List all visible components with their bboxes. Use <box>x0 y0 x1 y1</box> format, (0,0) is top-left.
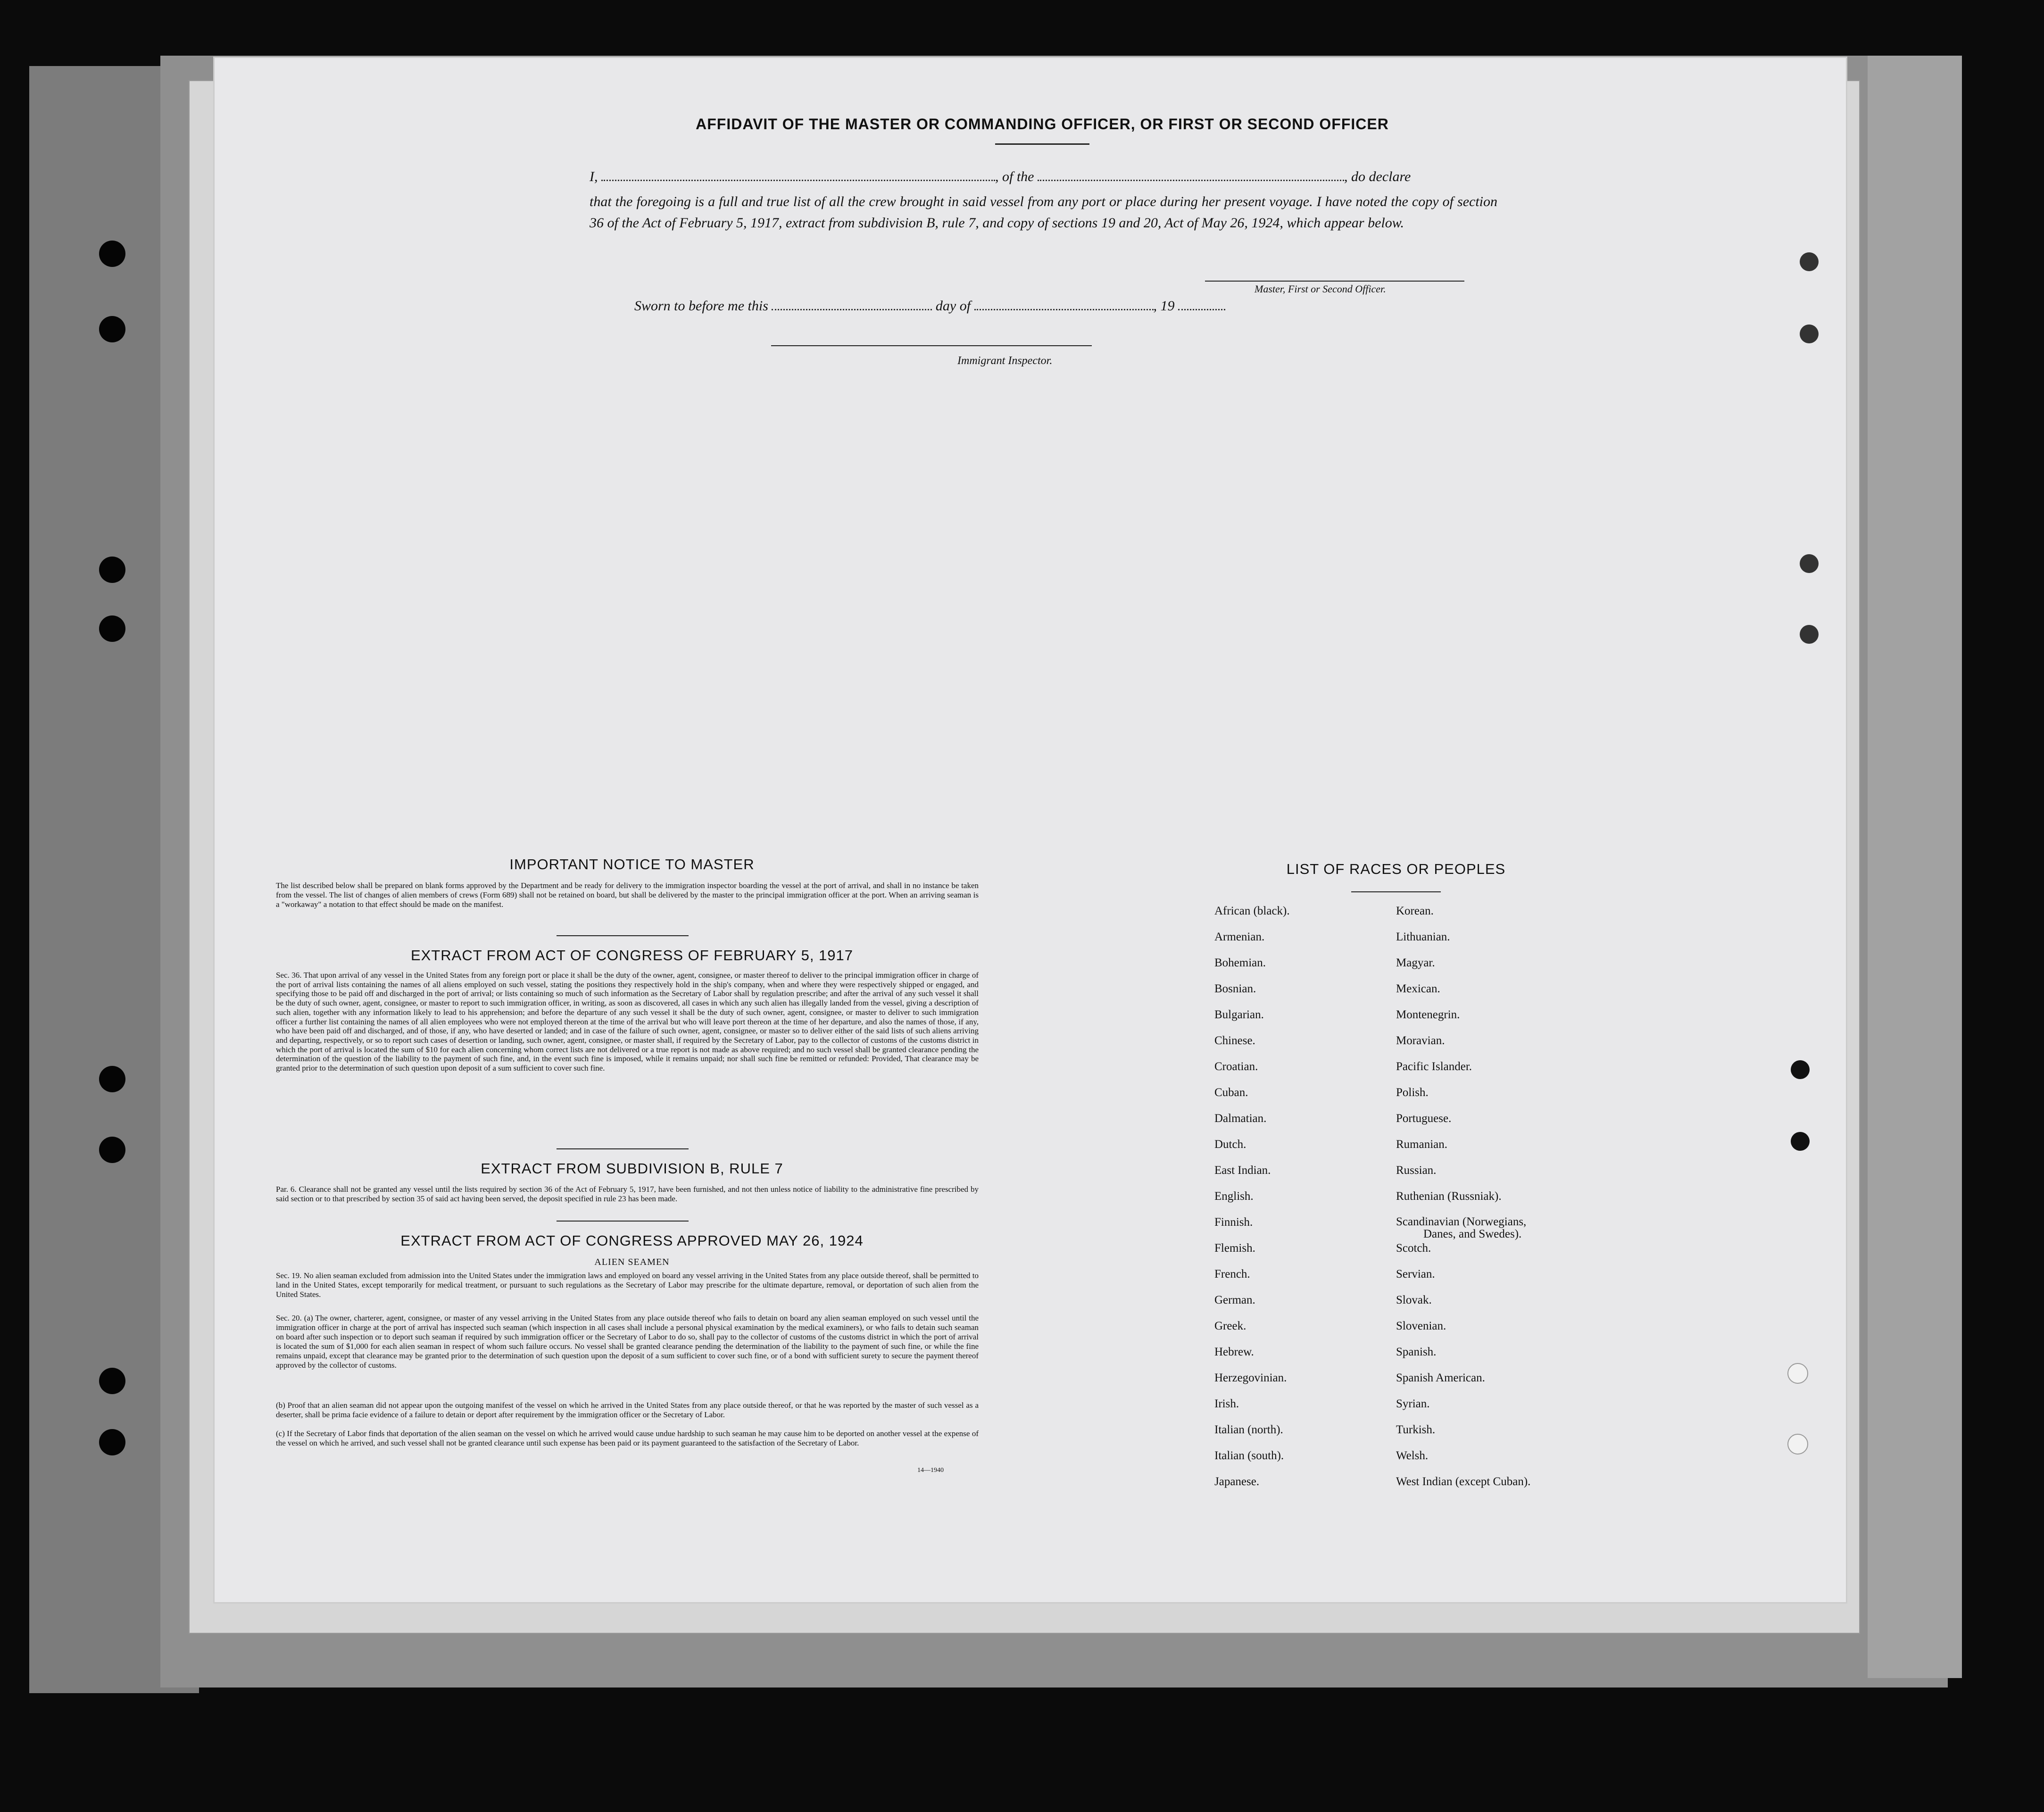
binder-hole <box>99 1137 125 1163</box>
extract-1924-subtitle: ALIEN SEAMEN <box>594 1257 670 1267</box>
race-item: Croatian. <box>1214 1060 1258 1073</box>
race-item: Russian. <box>1396 1164 1437 1177</box>
race-item: Bulgarian. <box>1214 1008 1264 1021</box>
race-item: Mexican. <box>1396 982 1440 995</box>
race-item: Lithuanian. <box>1396 931 1450 943</box>
inspector-label: Immigrant Inspector. <box>957 355 1053 367</box>
form-number: 14—1940 <box>917 1467 944 1474</box>
punch-hole <box>1791 1060 1810 1079</box>
race-item: French. <box>1214 1268 1250 1280</box>
binder-hole <box>99 1368 125 1394</box>
race-item <box>1396 1216 1622 1242</box>
race-item: West Indian (except Cuban). <box>1396 1475 1531 1488</box>
sworn-month-blank <box>974 309 1154 310</box>
race-item: Moravian. <box>1396 1034 1445 1047</box>
race-item: Pacific Islander. <box>1396 1060 1472 1073</box>
race-item: Welsh. <box>1396 1449 1429 1462</box>
race-item: Syrian. <box>1396 1397 1430 1410</box>
rule7-title: EXTRACT FROM SUBDIVISION B, RULE 7 <box>481 1160 783 1177</box>
notice-body: The list described below shall be prepared on blank forms approved by the Department and be ready for delivery to the immigration inspector boarding the vessel at the port of arrival, and shall in no instance be taken from the vessel. The list of changes of alien members of crews (Form 689) shall not be retained on board, but shall be delivered by the master to the principal immigration officer at the port. When an arriving seaman is a "workaway" a notation to that effect should be made on the manifest. <box>276 881 979 909</box>
race-item: Irish. <box>1214 1397 1239 1410</box>
race-item: Montenegrin. <box>1396 1008 1460 1021</box>
binder-hole <box>99 615 125 642</box>
race-item: African (black). <box>1214 905 1290 917</box>
affidavit-title: AFFIDAVIT OF THE MASTER OR COMMANDING OFFICER, OR FIRST OR SECOND OFFICER <box>696 116 1389 133</box>
race-item: Bohemian. <box>1214 956 1266 969</box>
race-item: Spanish American. <box>1396 1371 1485 1384</box>
binder-hole <box>99 241 125 267</box>
race-item: Ruthenian (Russniak). <box>1396 1190 1502 1203</box>
race-item: Dutch. <box>1214 1138 1246 1151</box>
races-left-column <box>1214 905 1394 1501</box>
race-item: Slovak. <box>1396 1294 1432 1306</box>
race-item: Italian (south). <box>1214 1449 1284 1462</box>
race-item: Armenian. <box>1214 931 1265 943</box>
race-item: Turkish. <box>1396 1423 1436 1436</box>
race-item-continuation: Danes, and Swedes). <box>1423 1228 1522 1240</box>
race-item-line: Scandinavian (Norwegians, <box>1396 1215 1527 1228</box>
races-right-column <box>1396 905 1622 1501</box>
master-signature-label: Master, First or Second Officer. <box>1255 283 1386 295</box>
affidavit-body: that the foregoing is a full and true list of all the crew brought in said vessel from any port or place during her present voyage. I have noted the copy of section 36 of the Act of February 5, 1917, extract from subdivision B, rule 7, and copy of sections 19 and 20, Act of May 26, 1924, which appear below. <box>590 194 1497 231</box>
year-label: , 19 <box>1153 298 1175 314</box>
race-item: German. <box>1214 1294 1255 1306</box>
punch-hole <box>1800 554 1819 573</box>
master-signature-line <box>1205 281 1464 282</box>
race-item: Portuguese. <box>1396 1112 1452 1125</box>
race-item: Korean. <box>1396 905 1434 917</box>
extract-1924-section-20b: (b) Proof that an alien seaman did not appear upon the outgoing manifest of the vessel on which he arrived in the United States from any place outside thereof, or that he was reported by the master of such vessel as a deserter, shall be prima facie evidence of a failure to detain or deport after requirement by the immigration officer or the Secretary of Labor. <box>276 1401 979 1419</box>
of-the-label: , of the <box>995 169 1034 184</box>
race-item: Bosnian. <box>1214 982 1256 995</box>
title-divider <box>995 143 1089 145</box>
divider <box>557 1148 689 1149</box>
race-item: Rumanian. <box>1396 1138 1448 1151</box>
vessel-blank <box>1038 180 1344 181</box>
extract-1917-body: Sec. 36. That upon arrival of any vessel in the United States from any foreign port or place it shall be the duty of the owner, agent, consignee, or master thereof to deliver to the principal immigration officer in charge of the port of arrival lists containing the names of all aliens employed on such vessel, stating the positions they respectively hold in the ship's company, when and where they were respectively shipped or engaged, and specifying those to be paid off and discharged in the port of arrival; or lists containing so much of such information as the Secretary of Labor shall by regulation prescribe; and after the arrival of any such vessel it shall be the duty of such owner, agent, consignee, or master to report to such immigration officer, in writing, as soon as discovered, all cases in which any such alien has illegally landed from the vessel, giving a description of such alien, together with any information likely to lead to his apprehension; and before the departure of any such vessel it shall be the duty of such owner, agent, consignee, or master to deliver to such immigration officer a further list containing the names of all alien employees who were not employed thereon at the time of the arrival but who will leave port thereon at the time of her departure, and also the names of those, if any, who have been paid off and discharged, and of those, if any, who have deserted or landed; and in case of the failure of such owner, agent, consignee, or master so to deliver either of the said lists of such aliens arriving and departing, respectively, or so to report such cases of desertion or landing, such owner, agent, consignee, or master shall, if required by the Secretary of Labor, pay to the collector of customs of the customs district in which the port of arrival is located the sum of $10 for each alien concerning whom correct lists are not delivered or a true report is not made as above required; and no such vessel shall be granted clearance pending the determination of the question of the liability to the payment of such fine, and, in the event such fine is imposed, while it remains unpaid; nor shall such fine be remitted or refunded: Provided, That clearance may be granted prior to the determination of such question upon deposit of a sum sufficient to cover such fine. <box>276 971 979 1073</box>
sworn-year-blank <box>1178 309 1225 310</box>
race-item: Spanish. <box>1396 1346 1437 1358</box>
race-item: Herzegovinian. <box>1214 1371 1287 1384</box>
day-of-label: day of <box>935 298 971 314</box>
race-item: Cuban. <box>1214 1086 1248 1099</box>
races-title: LIST OF RACES OR PEOPLES <box>1286 861 1506 877</box>
race-item: Slovenian. <box>1396 1320 1446 1332</box>
race-item: East Indian. <box>1214 1164 1271 1177</box>
punch-hole <box>1791 1132 1810 1151</box>
extract-1924-title: EXTRACT FROM ACT OF CONGRESS APPROVED MAY 26, 1924 <box>400 1232 864 1249</box>
race-item: English. <box>1214 1190 1254 1203</box>
inspector-signature-line <box>771 345 1092 346</box>
binder-hole <box>99 1429 125 1455</box>
race-item: Hebrew. <box>1214 1346 1254 1358</box>
sworn-line <box>634 298 1225 314</box>
right-flap <box>1868 56 1962 1678</box>
divider <box>557 935 689 936</box>
i-label: I, <box>590 169 598 184</box>
extract-1924-section-20a: Sec. 20. (a) The owner, charterer, agent, consignee, or master of any vessel arriving in the United States from any place outside thereof who fails to detain on board any alien seaman employed on such vessel until the immigration officer in charge at the port of arrival has inspected such seaman (which inspection in all cases shall include a personal physical examination by the medical examiners), or who fails to detain such seaman on board after such inspection or to deport such seaman if required by such immigration officer or the Secretary of Labor to do so, shall pay to the collector of customs of the customs district in which the port of arrival is located the sum of $1,000 for each alien seaman in respect of whom such failure occurs. No vessel shall be granted clearance pending the determination of the liability to the payment of such fine, or while the fine remains unpaid, except that clearance may be granted prior to the determination of such question upon the deposit of a sum sufficient to cover such fine, or of a bond with sufficient surety to secure the payment thereof approved by the collector of customs. <box>276 1313 979 1370</box>
race-item: Scotch. <box>1396 1242 1431 1255</box>
punch-hole <box>1787 1434 1808 1455</box>
notice-title: IMPORTANT NOTICE TO MASTER <box>509 856 755 873</box>
rule7-body: Par. 6. Clearance shall not be granted any vessel until the lists required by section 36 of the Act of February 5, 1917, have been furnished, and not then unless notice of liability to the administrative fine prescribed by said section or to that prescribed by section 35 of said act having been served, the deposit specified in rule 23 has been made. <box>276 1185 979 1203</box>
sworn-label: Sworn to before me this <box>634 298 768 314</box>
race-item: Greek. <box>1214 1320 1246 1332</box>
do-declare-label: , do declare <box>1344 169 1411 184</box>
sworn-day-blank <box>772 309 932 310</box>
extract-1924-section-19: Sec. 19. No alien seaman excluded from admission into the United States under the immigration laws and employed on board any vessel arriving in the United States from any place outside thereof, shall be permitted to land in the United States, except temporarily for medical treatment, or pursuant to such regulations as the Secretary of Labor may prescribe for the ultimate departure, removal, or deportation of such alien from the United States. <box>276 1271 979 1299</box>
race-item: Japanese. <box>1214 1475 1260 1488</box>
binder-hole <box>99 316 125 342</box>
race-item: Finnish. <box>1214 1216 1253 1229</box>
race-item: Italian (north). <box>1214 1423 1283 1436</box>
punch-hole <box>1800 252 1819 271</box>
name-blank <box>601 180 995 181</box>
race-item: Servian. <box>1396 1268 1435 1280</box>
race-item: Chinese. <box>1214 1034 1255 1047</box>
punch-hole <box>1800 324 1819 343</box>
binder-hole <box>99 1066 125 1092</box>
race-item: Dalmatian. <box>1214 1112 1267 1125</box>
divider <box>1351 891 1441 892</box>
extract-1924-section-20c: (c) If the Secretary of Labor finds that deportation of the alien seaman on the vessel on which he arrived would cause undue hardship to such seaman he may cause him to be deported on another vessel at the expense of the vessel on which he arrived, and such vessel shall not be granted clearance until such expense has been paid or its payment guaranteed to the satisfaction of the Secretary of Labor. <box>276 1429 979 1447</box>
race-item: Magyar. <box>1396 956 1435 969</box>
divider <box>557 1221 689 1222</box>
punch-hole <box>1800 625 1819 644</box>
race-item: Polish. <box>1396 1086 1429 1099</box>
race-item: Flemish. <box>1214 1242 1255 1255</box>
extract-1917-title: EXTRACT FROM ACT OF CONGRESS OF FEBRUARY 5, 1917 <box>410 947 854 964</box>
affidavit-declaration-line <box>590 169 1500 185</box>
binder-hole <box>99 557 125 583</box>
punch-hole <box>1787 1363 1808 1384</box>
